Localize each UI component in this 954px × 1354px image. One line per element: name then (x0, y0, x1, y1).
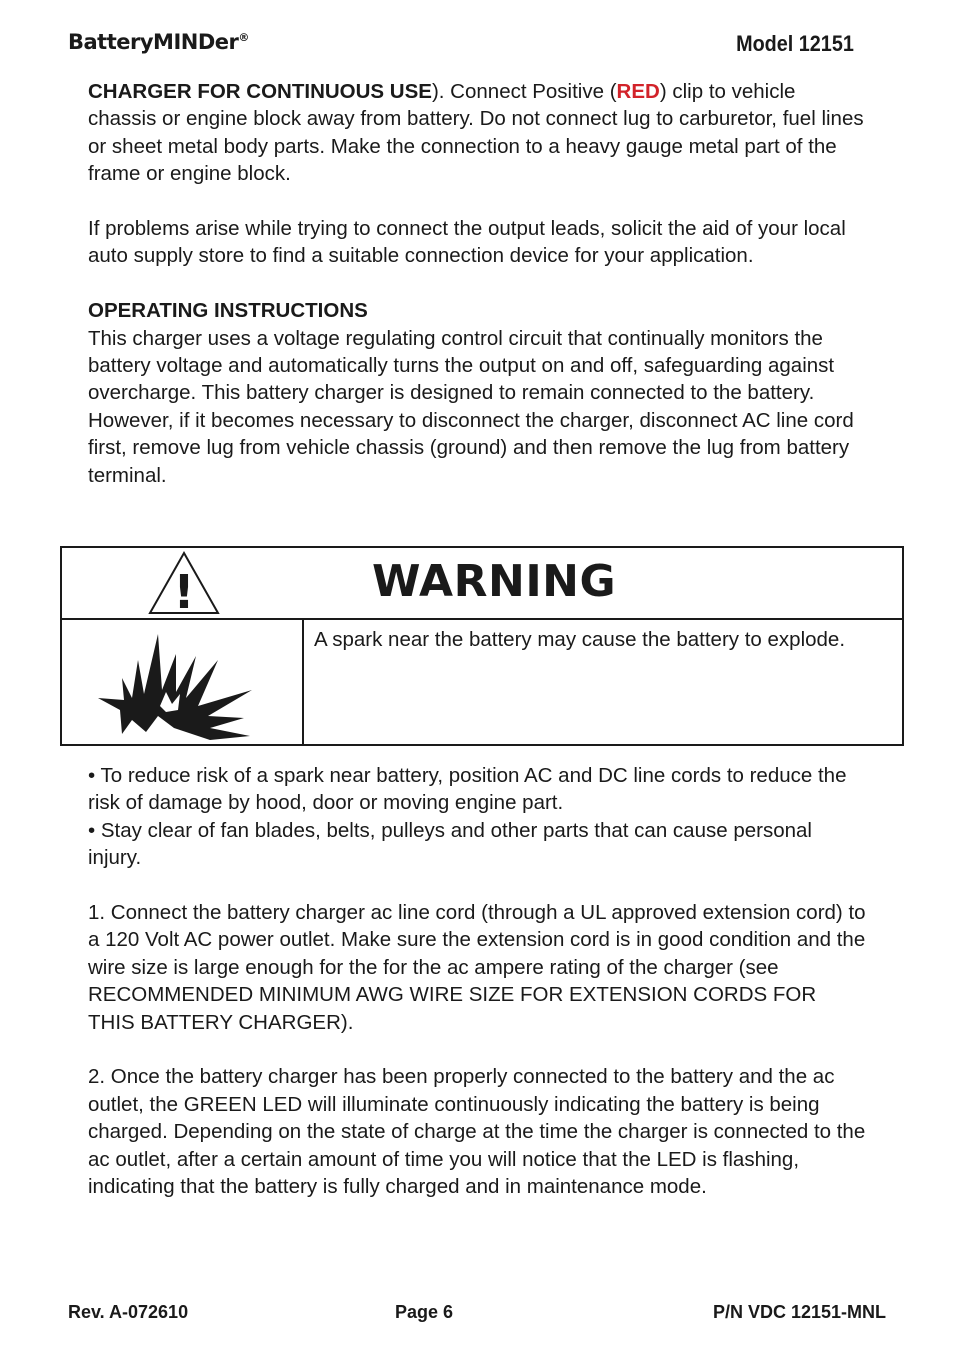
registered-mark: ® (238, 31, 249, 44)
brand-logo (68, 30, 249, 54)
warning-title: WARNING (372, 556, 617, 607)
warning-text: A spark near the battery may cause the battery to explode. (314, 628, 846, 651)
bullet-item: • Stay clear of fan blades, belts, pulleys and other parts that can cause personal injury. (88, 818, 812, 870)
step-item: 1. Connect the battery charger ac line cord (through a UL approved extension cord) to a 120 Volt AC power outlet. Make sure the extension cord is in good condition and the wire size is large enough for the for the ac ampere rating of the charger (see RECOMMENDED MINIMUM AWG WIRE SIZE FOR EXTENSION CORDS FOR THIS BATTERY CHARGER). (88, 901, 866, 1034)
leads-help-paragraph: If problems arise while trying to connect the output leads, solicit the aid of your local auto supply store to find a suitable connection device for your application. (88, 217, 846, 268)
operating-body: This charger uses a voltage regulating control circuit that continually monitors the battery voltage and automatically turns the output on and off, safeguarding against overcharge. This battery charger is designed to remain connected to the battery. However, if it becomes necessary to disconnect the charger, disconnect AC line cord first, remove lug from vehicle chassis (ground) and then remove the lug from battery terminal. (88, 326, 854, 487)
intro-section (88, 78, 868, 489)
warning-symbol: ! (173, 565, 195, 616)
continuous-use-heading: CHARGER FOR CONTINUOUS USE (88, 80, 432, 103)
explosion-cell (62, 620, 304, 744)
bullet-item: • To reduce risk of a spark near battery, position AC and DC line cords to reduce the risk of damage by hood, door or moving engine part. (88, 764, 847, 815)
red-label: RED (616, 80, 660, 103)
warning-box (60, 546, 904, 746)
intro-paragraph (88, 78, 868, 188)
page-number: Page 6 (395, 1302, 454, 1322)
explosion-icon (62, 620, 302, 744)
operating-heading: OPERATING INSTRUCTIONS (88, 299, 368, 323)
instructions-section (88, 762, 868, 1200)
step-item: 2. Once the battery charger has been properly connected to the battery and the ac outlet, the GREEN LED will illuminate continuously indicating the battery is being charged. Depending on the state of charge at the time the charger is connected to the ac outlet, after a certain amount of time you will notice that the LED is flashing, indicating that the battery is fully charged and in maintenance mode. (88, 1065, 866, 1199)
intro-text-b: ) clip to vehicle chassis or engine block away from battery. Do not connect lug to carburetor, fuel lines or sheet metal body parts. Make the connection to a heavy gauge metal part of the frame or engine block. (88, 80, 864, 186)
intro-text-a: ). Connect Positive ( (431, 80, 617, 103)
part-number: P/N VDC 12151-MNL (712, 1302, 886, 1322)
model-number: Model 12151 (736, 31, 854, 56)
warning-triangle-icon (148, 550, 220, 616)
revision-label: Rev. A-072610 (68, 1302, 189, 1322)
brand-name: BatteryMINDer (68, 30, 239, 54)
warning-header (62, 548, 902, 620)
